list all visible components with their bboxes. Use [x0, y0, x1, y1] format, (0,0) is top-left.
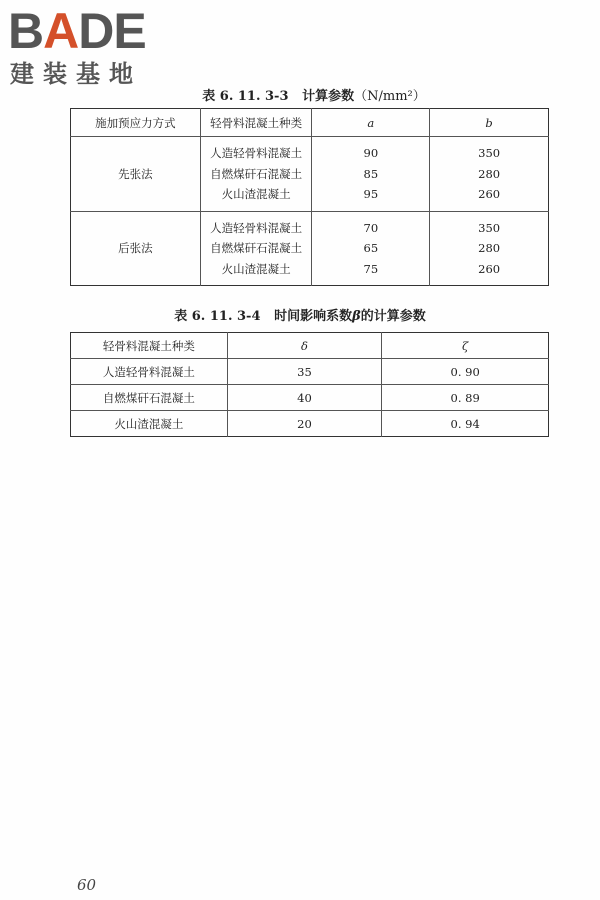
delta-cell: 35 — [227, 359, 382, 385]
header-a: a — [312, 109, 430, 137]
table-row — [71, 359, 549, 385]
header-zeta: ζ — [382, 333, 549, 359]
header-concrete-type: 轻骨料混凝土种类 — [71, 333, 228, 359]
logo-wordmark: BADE — [8, 3, 146, 59]
concrete-types-cell: 人造轻骨料混凝土 自燃煤矸石混凝土 火山渣混凝土 — [200, 211, 312, 286]
method-cell: 后张法 — [71, 211, 201, 286]
method-cell: 先张法 — [71, 137, 201, 212]
table-row — [71, 411, 549, 437]
table-row — [71, 385, 549, 411]
calculation-parameters-table — [70, 108, 549, 286]
concrete-type-cell: 自燃煤矸石混凝土 — [71, 385, 228, 411]
page-number: 60 — [77, 876, 97, 894]
table1-caption: 表 6. 11. 3-3 计算参数（N/mm²） — [202, 89, 426, 104]
publisher-logo — [8, 4, 178, 94]
table2-caption: 表 6. 11. 3-4 时间影响系数β的计算参数 — [174, 309, 426, 324]
header-concrete-type: 轻骨料混凝土种类 — [200, 109, 312, 137]
time-factor-parameters-table — [70, 332, 549, 437]
header-prestress-method: 施加预应力方式 — [71, 109, 201, 137]
concrete-type-cell: 人造轻骨料混凝土 — [71, 359, 228, 385]
concrete-types-cell: 人造轻骨料混凝土 自燃煤矸石混凝土 火山渣混凝土 — [200, 137, 312, 212]
a-values-cell: 70 65 75 — [312, 211, 430, 286]
zeta-cell: 0. 94 — [450, 416, 480, 431]
b-values-cell: 350 280 260 — [478, 220, 501, 276]
delta-cell: 40 — [227, 385, 382, 411]
logo-subtitle: 建装基地 — [10, 60, 142, 88]
table-header-row — [71, 109, 549, 137]
zeta-cell: 0. 90 — [382, 359, 549, 385]
header-b: b — [430, 109, 549, 137]
table-row-group — [71, 211, 549, 286]
zeta-cell: 0. 89 — [382, 385, 549, 411]
b-values-cell: 350 280 260 — [430, 137, 549, 212]
concrete-type-cell: 火山渣混凝土 — [71, 411, 228, 437]
a-values-cell: 90 85 95 — [312, 137, 430, 212]
delta-cell: 20 — [227, 411, 382, 437]
table-row-group — [71, 137, 549, 212]
header-delta: δ — [227, 333, 382, 359]
table-header-row — [71, 333, 549, 359]
